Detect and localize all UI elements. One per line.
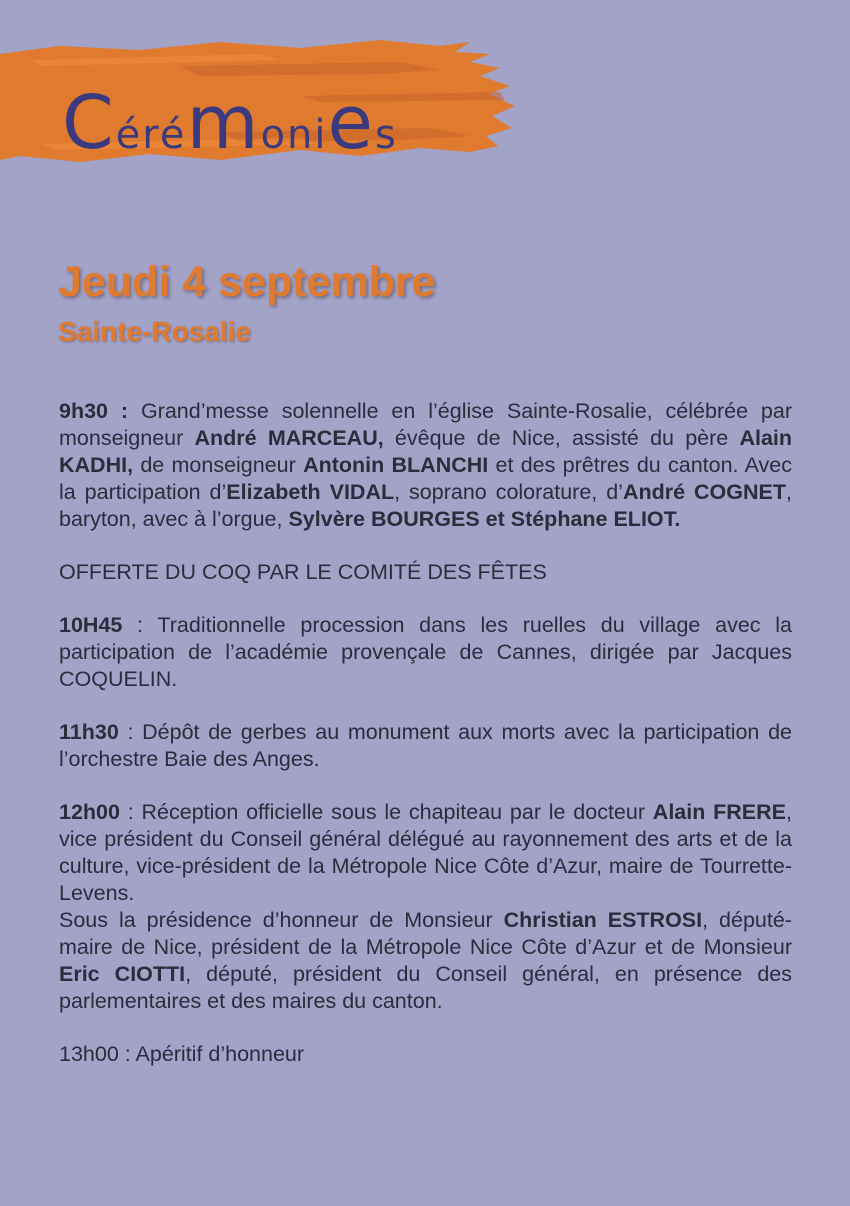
person-name: Alain FRERE bbox=[652, 800, 787, 824]
text: , vice président du Conseil général délégué au rayonnement des arts et de la culture, vice-président de la Métropole Nice Côte d’Azur, maire de Tourrette-Levens. bbox=[59, 800, 792, 905]
title-part: m bbox=[186, 80, 261, 166]
time-label: 12h00 bbox=[59, 800, 120, 824]
text: Sous la présidence d’honneur de Monsieur bbox=[59, 908, 504, 932]
text: : Réception officielle sous le chapiteau par le docteur bbox=[119, 800, 653, 824]
text: Grand’messe solennelle en l’église Sainte-Rosalie, célébrée par monseigneur bbox=[59, 399, 792, 450]
time-label: 11h30 bbox=[59, 720, 119, 744]
person-name: Alain KADHI, bbox=[59, 426, 793, 477]
title-part: oni bbox=[260, 112, 328, 158]
person-name: André MARCEAU, bbox=[194, 426, 384, 450]
person-name: Eric CIOTTI bbox=[59, 962, 186, 986]
text: , baryton, avec à l’orgue, bbox=[59, 480, 792, 531]
page-title bbox=[62, 80, 398, 166]
presidency-line bbox=[59, 907, 792, 1015]
program-entry-1045 bbox=[59, 612, 792, 693]
text: , soprano colorature, d’ bbox=[394, 480, 623, 504]
program-entry-coq: OFFERTE DU COQ PAR LE COMITÉ DES FÊTES bbox=[59, 560, 547, 584]
program-entry-1130 bbox=[59, 719, 792, 773]
title-part: C bbox=[62, 80, 116, 166]
program-entry-1300: 13h00 : Apéritif d’honneur bbox=[59, 1042, 305, 1066]
title-part: e bbox=[327, 80, 376, 166]
header-banner bbox=[0, 36, 520, 170]
text: , député-maire de Nice, président de la Métropole Nice Côte d’Azur et de Monsieur bbox=[59, 908, 792, 959]
text: : Traditionnelle procession dans les ruelles du village avec la participation de l’académie provençale de Cannes, dirigée par Jacques COQUELIN. bbox=[59, 613, 792, 691]
text: de monseigneur bbox=[133, 453, 304, 477]
person-name: Elizabeth VIDAL bbox=[226, 480, 395, 504]
event-date: Jeudi 4 septembre bbox=[58, 258, 436, 306]
text: évêque de Nice, assisté du père bbox=[383, 426, 740, 450]
title-part: s bbox=[375, 112, 398, 158]
time-label: 9h30 : bbox=[59, 399, 129, 423]
text: : Dépôt de gerbes au monument aux morts avec la participation de l’orchestre Baie des Anges. bbox=[59, 720, 792, 771]
program-entry-1200 bbox=[59, 799, 792, 1015]
person-name: André COGNET bbox=[622, 480, 786, 504]
title-part: éré bbox=[115, 112, 187, 158]
program-content bbox=[59, 398, 792, 1094]
program-entry-0930 bbox=[59, 398, 792, 533]
person-name: Antonin BLANCHI bbox=[303, 453, 489, 477]
text: , député, président du Conseil général, en présence des parlementaires et des maires du canton. bbox=[59, 962, 793, 1013]
text: et des prêtres du canton. Avec la participation d’ bbox=[59, 453, 793, 504]
person-name: Christian ESTROSI bbox=[503, 908, 703, 932]
time-label: 10H45 bbox=[59, 613, 123, 637]
event-saint: Sainte-Rosalie bbox=[58, 316, 251, 347]
person-name: Sylvère BOURGES et Stéphane ELIOT. bbox=[288, 507, 681, 531]
